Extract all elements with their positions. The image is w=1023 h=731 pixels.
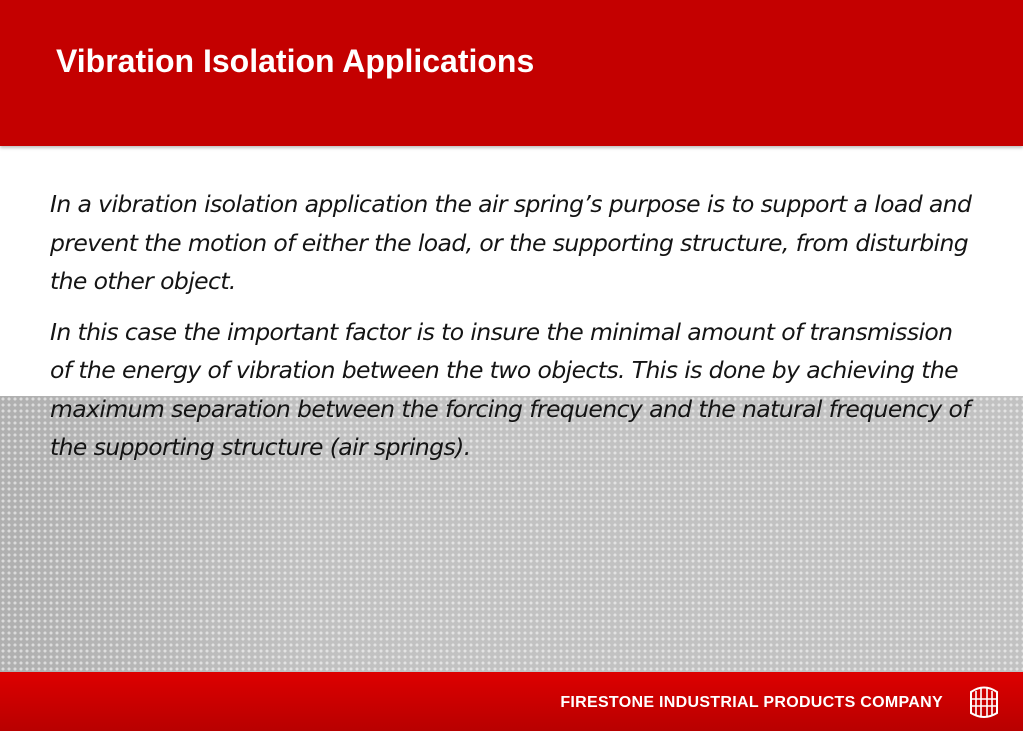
company-name: FIRESTONE INDUSTRIAL PRODUCTS COMPANY bbox=[560, 694, 943, 711]
slide-title: Vibration Isolation Applications bbox=[56, 43, 535, 79]
title-bar bbox=[0, 0, 1023, 146]
firestone-shield-logo-icon bbox=[968, 683, 1000, 721]
footer-bar bbox=[0, 672, 1023, 731]
body-paragraph-2: In this case the important factor is to insure the minimal amount of transmission of the energy of vibration between the two objects. This is done by achieving the maximum separation between the forcing frequency and the natural frequency of the supporting structure (air springs). bbox=[50, 317, 970, 461]
body-paragraph-1: In a vibration isolation application the air spring’s purpose is to support a load and prevent the motion of either the load, or the supporting structure, from disturbing the other object. bbox=[50, 190, 972, 295]
slide-body bbox=[50, 185, 980, 479]
